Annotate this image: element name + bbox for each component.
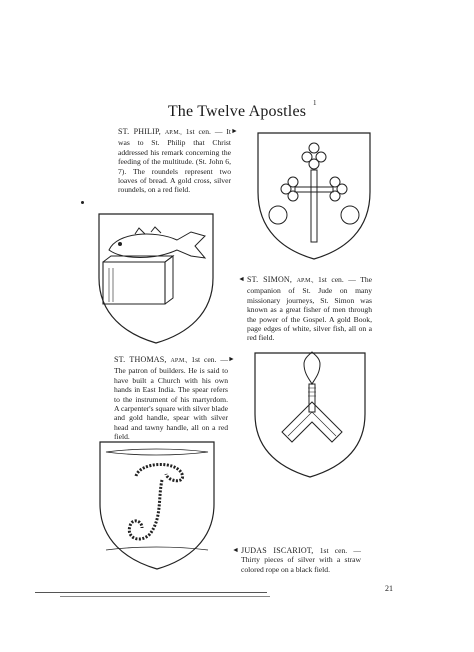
footer-rule-2: [60, 596, 270, 597]
cross-botonny-shield-icon: [255, 130, 373, 262]
footer-rule: [35, 592, 267, 593]
entry-abbr: AP.M.,: [296, 278, 314, 284]
rope-and-coins-shield-icon: [96, 438, 218, 572]
arrow-right-icon: ►: [228, 355, 235, 363]
spear-and-square-shield-icon: [252, 350, 368, 480]
page-mark: 1: [313, 99, 317, 107]
entry-text: 1st cen. — The companion of St. Jude on many missionary journeys, St. Simon was known as a great fisher of men through the power of the Gospel. A gold Book, page edges of white, silver fish, all on a red field.: [247, 275, 372, 343]
ink-dot: [81, 201, 84, 204]
entry-name: ST. PHILIP,: [118, 127, 161, 136]
entry-name: ST. THOMAS,: [114, 355, 167, 364]
entry-name: JUDAS ISCARIOT,: [241, 546, 314, 555]
entry-st-simon: [247, 275, 372, 343]
entry-judas-iscariot: [241, 546, 361, 574]
entry-text: 1st cen. — It was to St. Philip that Christ addressed his remark concerning the feeding of the multitude. (St. John 6, 7). The roundels represent two loaves of bread. A gold cross, silver roundels, on a red field.: [118, 127, 232, 195]
arrow-right-icon: ►: [231, 127, 238, 135]
entry-st-philip: [118, 127, 231, 195]
entry-text: 1st cen. — The patron of builders. He is said to have built a Church with his own hands in East India. The spear refers to the instrument of his martyrdom. A carpenter's square with silver blade and gold handle, spear with silver head and tawny handle, all on a red field.: [114, 355, 228, 442]
entry-text: 1st cen. — Thirty pieces of silver with a straw colored rope on a black field.: [241, 546, 361, 574]
book-and-fish-shield-icon: [95, 210, 217, 346]
entry-abbr: AP.M.,: [164, 130, 182, 136]
page-title: The Twelve Apostles: [167, 103, 307, 120]
entry-abbr: AP.M.,: [170, 358, 188, 364]
arrow-left-icon: ◄: [232, 546, 239, 554]
arrow-left-icon: ◄: [238, 275, 245, 283]
entry-st-thomas: [114, 355, 228, 442]
entry-name: ST. SIMON,: [247, 275, 293, 284]
page-number: 21: [385, 584, 393, 593]
